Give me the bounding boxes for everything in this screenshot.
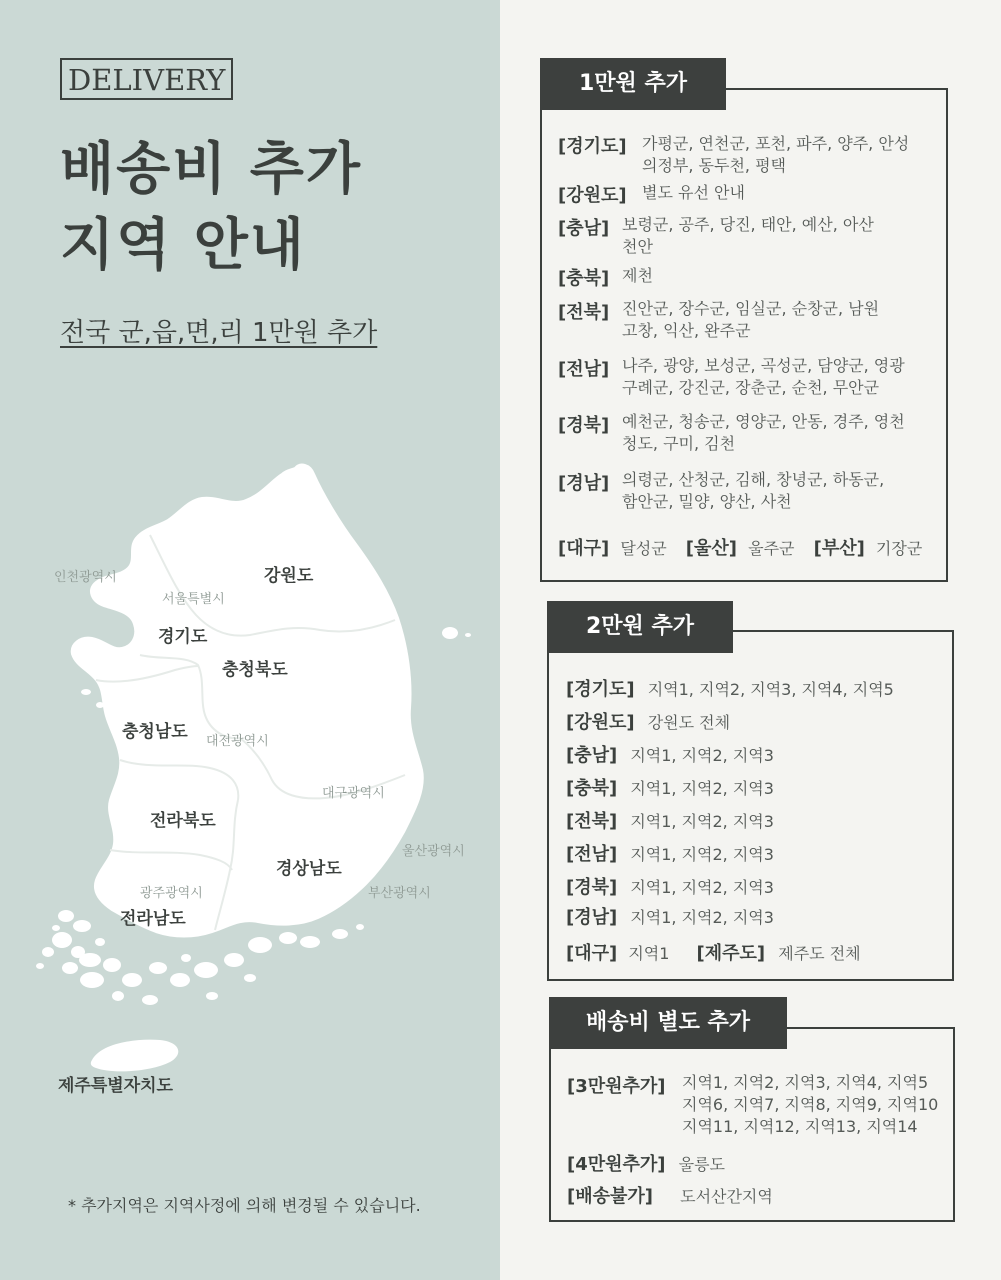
region-key: [경기도] — [558, 136, 627, 157]
region-value: 울릉도 — [678, 1155, 725, 1174]
label-gyeonggi: 경기도 — [158, 627, 208, 647]
section-20000-row — [566, 873, 774, 899]
label-gangwon: 강원도 — [264, 566, 314, 586]
section-10000-row — [558, 411, 609, 437]
section-10000-row — [558, 469, 609, 495]
label-daejeon: 대전광역시 — [206, 734, 269, 749]
region-value-line: 함안군, 밀양, 양산, 사천 — [622, 492, 792, 511]
region-value-line: 보령군, 공주, 당진, 태안, 예산, 아산 — [622, 215, 874, 234]
region-key: [경북] — [566, 877, 618, 898]
label-gwangju: 광주광역시 — [140, 886, 203, 901]
section-10000-row — [558, 298, 609, 324]
label-incheon: 인천광역시 — [54, 570, 117, 585]
label-chungnam: 충청남도 — [122, 722, 188, 742]
section-20000-inline-row — [566, 939, 861, 965]
region-key: [충남] — [566, 745, 618, 766]
region-key: [전북] — [566, 811, 618, 832]
region-key: [대구] — [566, 943, 618, 964]
section-20000-row — [566, 903, 774, 929]
region-key: [제주도] — [696, 943, 766, 964]
region-value-line: 의정부, 동두천, 평택 — [642, 156, 786, 175]
region-value: 지역1, 지역2, 지역3 — [630, 779, 774, 798]
region-values — [622, 214, 874, 258]
region-key: [경기도] — [566, 679, 635, 700]
label-ulsan: 울산광역시 — [402, 844, 465, 859]
region-key: [경남] — [558, 473, 610, 494]
region-key: [전남] — [566, 844, 618, 865]
region-value-line: 지역11, 지역12, 지역13, 지역14 — [682, 1117, 918, 1136]
region-value: 강원도 전체 — [647, 713, 731, 732]
region-value-line: 의령군, 산청군, 김해, 창녕군, 하동군, — [622, 470, 885, 489]
section-10000-row — [558, 132, 627, 158]
region-value-line: 구례군, 강진군, 장춘군, 순천, 무안군 — [622, 378, 880, 397]
section-20000-row — [566, 807, 774, 833]
region-value-line: 예천군, 청송군, 영양군, 안동, 경주, 영천 — [622, 412, 905, 431]
brand-badge: DELIVERY — [60, 58, 233, 100]
region-key: [전북] — [558, 302, 610, 323]
label-busan: 부산광역시 — [368, 886, 431, 901]
region-value: 지역1, 지역2, 지역3, 지역4, 지역5 — [647, 680, 894, 699]
section-10000-row — [558, 355, 609, 381]
section-20000-row — [566, 741, 774, 767]
region-key: [경남] — [566, 907, 618, 928]
region-values — [642, 182, 745, 204]
region-key: [충북] — [558, 268, 610, 289]
region-values — [622, 265, 653, 287]
title-line-2: 지역 안내 — [60, 213, 306, 278]
region-value-line: 고창, 익산, 완주군 — [622, 321, 751, 340]
section-20000-row — [566, 675, 894, 701]
region-key: [강원도] — [566, 712, 635, 733]
korea-map — [0, 440, 500, 1096]
footnote: * 추가지역은 지역사정에 의해 변경될 수 있습니다. — [68, 1196, 421, 1215]
label-jeonbuk: 전라북도 — [150, 811, 216, 831]
region-value: 달성군 — [620, 539, 667, 558]
mainland-shape — [72, 465, 423, 937]
section-10000-row — [558, 214, 609, 240]
region-key: [충남] — [558, 218, 610, 239]
region-value-line: 제천 — [622, 266, 653, 285]
region-key: [경북] — [558, 415, 610, 436]
region-value-line: 나주, 광양, 보성군, 곡성군, 담양군, 영광 — [622, 356, 905, 375]
region-value: 울주군 — [748, 539, 795, 558]
region-values — [622, 298, 879, 342]
korea-map-illustration — [0, 440, 500, 1080]
region-value: 지역1, 지역2, 지역3 — [630, 746, 774, 765]
region-key: [충북] — [566, 778, 618, 799]
page-subtitle: 전국 군,읍,면,리 1만원 추가 — [60, 318, 378, 348]
label-jeju: 제주특별자치도 — [58, 1076, 173, 1096]
region-values — [622, 411, 905, 455]
left-panel — [0, 0, 500, 1280]
section-extra-row — [567, 1182, 773, 1208]
label-daegu: 대구광역시 — [322, 786, 385, 801]
region-value: 제주도 전체 — [778, 944, 861, 963]
region-key: [전남] — [558, 359, 610, 380]
region-values — [622, 469, 884, 513]
section-20000-row — [566, 708, 730, 734]
region-value-line: 별도 유선 안내 — [642, 183, 745, 202]
section-extra-row — [567, 1150, 725, 1176]
section-extra-tab: 배송비 별도 추가 — [549, 997, 787, 1049]
label-chungbuk: 충청북도 — [222, 660, 288, 680]
region-value-line: 가평군, 연천군, 포천, 파주, 양주, 안성 — [642, 134, 910, 153]
region-value: 지역1, 지역2, 지역3 — [630, 878, 774, 897]
section-10000-inline-row — [558, 534, 922, 560]
region-value-line: 지역1, 지역2, 지역3, 지역4, 지역5 — [682, 1073, 929, 1092]
label-gyeongnam: 경상남도 — [276, 859, 342, 879]
section-10000-row — [558, 264, 609, 290]
region-key: [3만원추가] — [567, 1076, 666, 1097]
region-key: [부산] — [813, 538, 865, 559]
title-line-1: 배송비 추가 — [60, 137, 362, 202]
region-value-line: 지역6, 지역7, 지역8, 지역9, 지역10 — [682, 1095, 939, 1114]
region-value-line: 진안군, 장수군, 임실군, 순창군, 남원 — [622, 299, 880, 318]
section-20000-row — [566, 774, 774, 800]
region-value: 도서산간지역 — [680, 1187, 773, 1206]
section-10000-tab: 1만원 추가 — [540, 58, 726, 110]
region-values — [642, 133, 909, 177]
region-value: 기장군 — [875, 539, 923, 558]
jeju-island-shape — [91, 1040, 178, 1072]
region-value: 지역1, 지역2, 지역3 — [630, 908, 774, 927]
label-jeonnam: 전라남도 — [120, 909, 186, 929]
region-value-line: 천안 — [622, 237, 653, 256]
section-20000-tab: 2만원 추가 — [547, 601, 733, 653]
region-values — [682, 1072, 938, 1138]
page-title — [60, 132, 362, 284]
region-value: 지역1, 지역2, 지역3 — [630, 812, 774, 831]
section-10000-row — [558, 181, 627, 207]
label-seoul: 서울특별시 — [162, 592, 225, 607]
region-key: [4만원추가] — [567, 1154, 666, 1175]
region-values — [622, 355, 905, 399]
region-key: [강원도] — [558, 185, 627, 206]
region-key: [대구] — [558, 538, 610, 559]
region-value-line: 청도, 구미, 김천 — [622, 434, 736, 453]
region-key: [울산] — [685, 538, 738, 559]
region-value: 지역1, 지역2, 지역3 — [630, 845, 774, 864]
section-20000-row — [566, 840, 774, 866]
region-key: [배송불가] — [567, 1186, 654, 1207]
region-value: 지역1 — [628, 944, 670, 963]
section-extra-row — [567, 1072, 666, 1098]
